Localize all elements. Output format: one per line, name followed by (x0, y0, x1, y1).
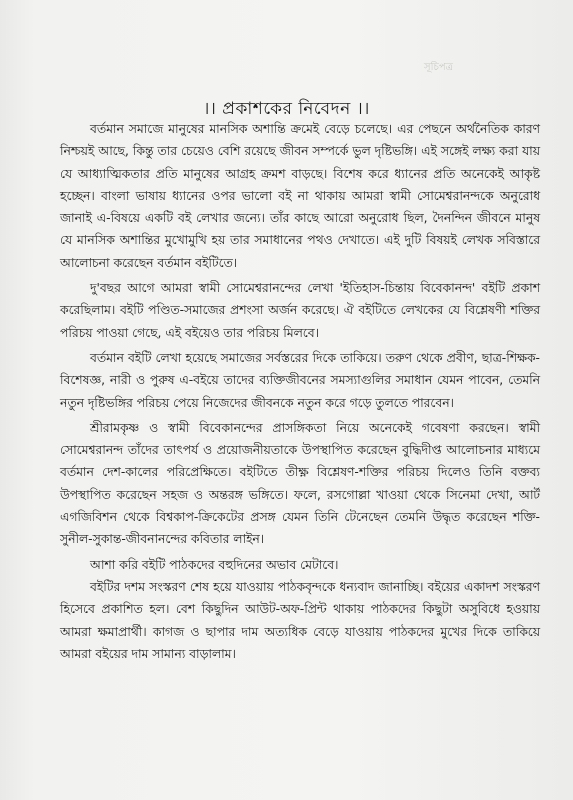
paragraph: শ্রীরামকৃষ্ণ ও স্বামী বিবেকানন্দের প্রাসঙ্গিকতা নিয়ে অনেকেই গবেষণা করছেন। স্বামী সোমেশ্বরানন্দ তাঁদের তাৎপর্য ও প্রয়োজনীয়তাকে উপস্থাপিত করেছেন বুদ্ধিদীপ্ত আলোচনার মাধ্যমে বর্তমান দেশ-কালের পরিপ্রেক্ষিতে। বইটিতে তীক্ষ্ণ বিশ্লেষণ-শক্তির পরিচয় দিলেও তিনি বক্তব্য উপস্থাপিত করেছেন সহজ ও অন্তরঙ্গ ভঙ্গিতে। ফলে, রসগোল্লা খাওয়া থেকে সিনেমা দেখা, আর্ট এগজিবিশন থেকে বিশ্বকাপ-ক্রিকেটের প্রসঙ্গ যেমন তিনি টেনেছেন তেমনি উদ্ধৃত করেছেন শক্তি-সুনীল-সুকান্ত-জীবনানন্দের কবিতার লাইন। (60, 420, 540, 547)
paragraph: আশা করি বইটি পাঠকদের বহুদিনের অভাব মেটাবে। (90, 557, 339, 572)
show-through-text: সূচিপত্র (424, 62, 453, 73)
paragraph: দু'বছর আগে আমরা স্বামী সোমেশ্বরানন্দের লেখা 'ইতিহাস-চিন্তায় বিবেকানন্দ' বইটি প্রকাশ করেছিলাম। বইটি পণ্ডিত-সমাজের প্রশংসা অর্জন করেছে। ঐ বইটিতে লেখকের যে বিশ্লেষণী শক্তির পরিচয় পাওয়া গেছে, এই বইয়েও তার পরিচয় মিলবে। (60, 281, 540, 340)
paragraph: বর্তমান সমাজে মানুষের মানসিক অশান্তি ক্রমেই বেড়ে চলেছে। এর পেছনে অর্থনৈতিক কারণ নিশ্চয়ই আছে, কিন্তু তার চেয়েও বেশি রয়েছে জীবন সম্পর্কে ভুল দৃষ্টিভঙ্গি। এই সঙ্গেই লক্ষ্য করা যায় যে আধ্যাত্মিকতার প্রতি মানুষের আগ্রহ ক্রমশ বাড়ছে। বিশেষ করে ধ্যানের প্রতি অনেকেই আকৃষ্ট হচ্ছেন। বাংলা ভাষায় ধ্যানের ওপর ভালো বই না থাকায় আমরা স্বামী সোমেশ্বরানন্দকে অনুরোধ জানাই এ-বিষয়ে একটি বই লেখার জন্যে। তাঁর কাছে আরো অনুরোধ ছিল, দৈনন্দিন জীবনে মানুষ যে মানসিক অশান্তির মুখোমুখি হয় তার সমাধানের পথও দেখাতে। এই দুটি বিষয়ই লেখক সবিস্তারে আলোচনা করেছেন বর্তমান বইটিতে। (60, 122, 540, 270)
paragraph: বইটির দশম সংস্করণ শেষ হয়ে যাওয়ায় পাঠকবৃন্দকে ধন্যবাদ জানাচ্ছি। বইয়ের একাদশ সংস্করণ হিসেবে প্রকাশিত হল। বেশ কিছুদিন আউট-অফ-প্রিন্ট থাকায় পাঠকদের কিছুটা অসুবিধে হওয়ায় আমরা ক্ষমাপ্রার্থী। কাগজ ও ছাপার দাম অত্যধিক বেড়ে যাওয়ায় পাঠকদের মুখের দিকে তাকিয়ে আমরা বইয়ের দাম সামান্য বাড়ালাম। (60, 579, 540, 661)
page-title: ।। প্রকাশকের নিবেদন ।। (203, 99, 370, 119)
preface-body (60, 118, 540, 665)
paragraph: বর্তমান বইটি লেখা হয়েছে সমাজের সর্বস্তরের দিকে তাকিয়ে। তরুণ থেকে প্রবীণ, ছাত্র-শিক্ষক-বিশেষজ্ঞ, নারী ও পুরুষ এ-বইয়ে তাদের ব্যক্তিজীবনের সমস্যাগুলির সমাধান যেমন পাবেন, তেমনি নতুন দৃষ্টিভঙ্গির পরিচয় পেয়ে নিজেদের জীবনকে নতুন করে গড়ে তুলতে পারবেন। (60, 350, 540, 410)
